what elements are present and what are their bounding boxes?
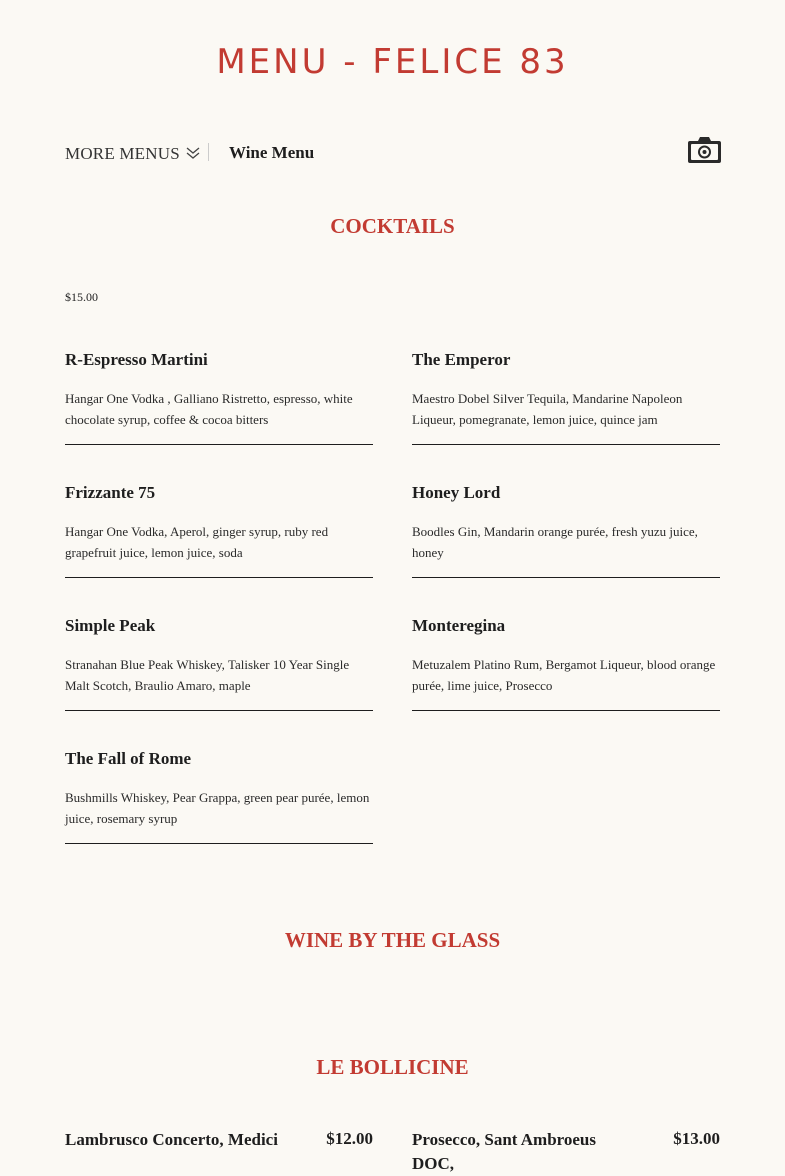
menu-item [412,610,720,711]
menu-item [412,344,720,445]
menu-item-name: The Fall of Rome [65,749,192,768]
menu-nav [65,140,721,168]
wine-item-price: $12.00 [326,1129,373,1148]
menu-item [65,743,373,844]
menu-item [412,477,720,578]
menu-item-description: Hangar One Vodka, Aperol, ginger syrup, ruby red grapefruit juice, lemon juice, soda [65,524,329,560]
menu-item [65,344,373,445]
camera-icon[interactable] [687,134,722,164]
wine-by-glass-section-title: WINE BY THE GLASS [284,928,501,952]
nav-divider [208,143,209,161]
menu-item-description: Maestro Dobel Silver Tequila, Mandarine Napoleon Liqueur, pomegranate, lemon juice, quince jam [412,391,683,427]
menu-item-name: R-Espresso Martini [65,350,208,369]
wine-item-name: Lambrusco Concerto, Medici [65,1130,278,1149]
cocktails-price: $15.00 [65,290,98,304]
menu-item-description: Bushmills Whiskey, Pear Grappa, green pear purée, lemon juice, rosemary syrup [65,790,370,826]
menu-item-description: Stranahan Blue Peak Whiskey, Talisker 10 Year Single Malt Scotch, Braulio Amaro, maple [65,657,350,693]
bollicine-section-title: LE BOLLICINE [316,1055,469,1079]
more-menus-toggle[interactable]: MORE MENUS [65,144,180,163]
menu-item [65,477,373,578]
cocktails-section-title: COCKTAILS [330,214,455,238]
menu-item-name: The Emperor [412,350,511,369]
wine-menu-link[interactable]: Wine Menu [229,143,315,162]
wine-item-price: $13.00 [673,1129,720,1148]
menu-item-description: Hangar One Vodka , Galliano Ristretto, espresso, white chocolate syrup, coffee & cocoa bitters [65,391,353,427]
menu-item-name: Simple Peak [65,616,156,635]
menu-item [65,610,373,711]
wine-item-name: Prosecco, Sant Ambroeus DOC, [412,1130,597,1173]
double-chevron-down-icon[interactable] [186,146,200,160]
page-title: MENU - FELICE 83 [216,42,569,82]
menu-item-description: Boodles Gin, Mandarin orange purée, fresh yuzu juice, honey [412,524,698,560]
menu-item-name: Honey Lord [412,483,501,502]
menu-item-description: Metuzalem Platino Rum, Bergamot Liqueur, blood orange purée, lime juice, Prosecco [412,657,716,693]
menu-item-name: Monteregina [412,616,506,635]
menu-item-name: Frizzante 75 [65,483,156,502]
